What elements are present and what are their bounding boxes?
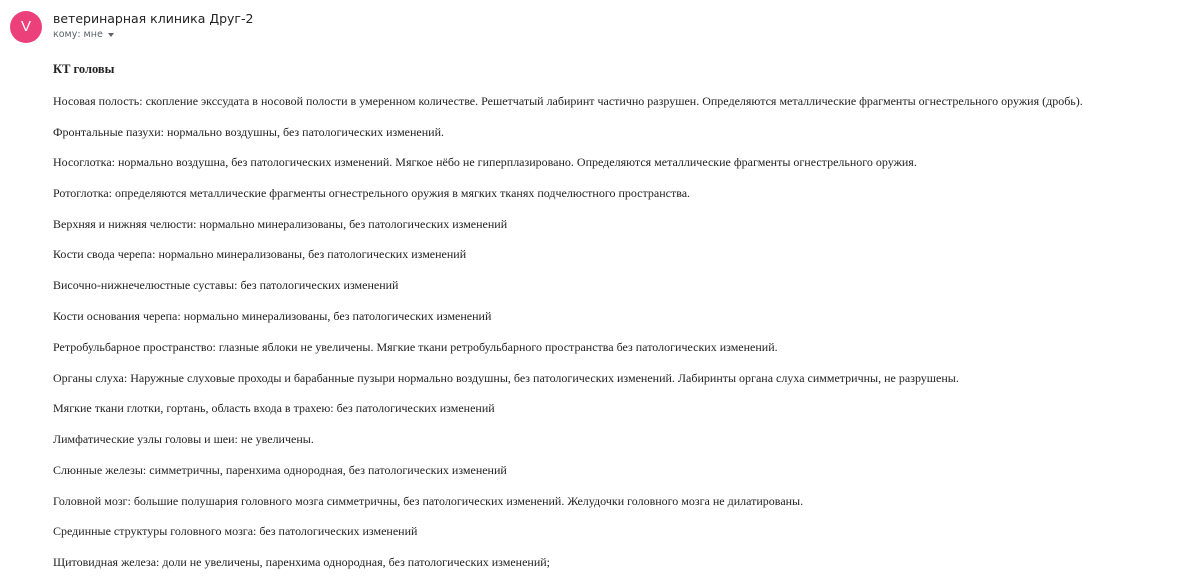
message-paragraph: Слюнные железы: симметричны, паренхима однородная, без патологических изменений [53, 463, 507, 477]
message-paragraph: Кости основания черепа: нормально минерализованы, без патологических изменений [53, 309, 492, 323]
message-paragraph: Носовая полость: скопление экссудата в носовой полости в умеренном количестве. Решетчатый лабиринт частично разрушен. Определяются металлические фрагменты огнестрельного оружия (дробь). [53, 94, 1083, 108]
chevron-down-icon [108, 33, 114, 37]
message-paragraph: Кости свода черепа: нормально минерализованы, без патологических изменений [53, 247, 467, 261]
message-paragraph: Височно-нижнечелюстные суставы: без патологических изменений [53, 278, 399, 292]
message-paragraph: Срединные структуры головного мозга: без патологических изменений [53, 524, 418, 538]
message-heading: КТ головы [53, 62, 115, 76]
recipient-label: кому: мне [53, 29, 103, 40]
sender-avatar[interactable]: V [10, 11, 42, 43]
sender-name: ветеринарная клиника Друг-2 [53, 11, 254, 26]
recipient-details-toggle[interactable] [53, 29, 114, 40]
message-paragraph: Ретробульбарное пространство: глазные яблоки не увеличены. Мягкие ткани ретробульбарного пространства без патологических изменений. [53, 340, 778, 354]
message-paragraph: Верхняя и нижняя челюсти: нормально минерализованы, без патологических изменений [53, 217, 508, 231]
message-paragraph: Мягкие ткани глотки, гортань, область входа в трахею: без патологических изменений [53, 401, 495, 415]
message-paragraph: Органы слуха: Наружные слуховые проходы и барабанные пузыри нормально воздушны, без патологических изменений. Лабиринты органа слуха симметричны, не разрушены. [53, 371, 959, 385]
message-paragraph: Лимфатические узлы головы и шеи: не увеличены. [53, 432, 314, 446]
message-paragraph: Ротоглотка: определяются металлические фрагменты огнестрельного оружия в мягких тканях подчелюстного пространства. [53, 186, 691, 200]
message-paragraph: Щитовидная железа: доли не увеличены, паренхима однородная, без патологических изменений; [53, 555, 550, 569]
message-paragraph: Носоглотка: нормально воздушна, без патологических изменений. Мягкое нёбо не гиперплазировано. Определяются металлические фрагменты огнестрельного оружия. [53, 155, 917, 169]
message-paragraph: Фронтальные пазухи: нормально воздушны, без патологических изменений. [53, 125, 445, 139]
message-paragraph: Головной мозг: большие полушария головного мозга симметричны, без патологических изменений. Желудочки головного мозга не дилатированы. [53, 494, 804, 508]
